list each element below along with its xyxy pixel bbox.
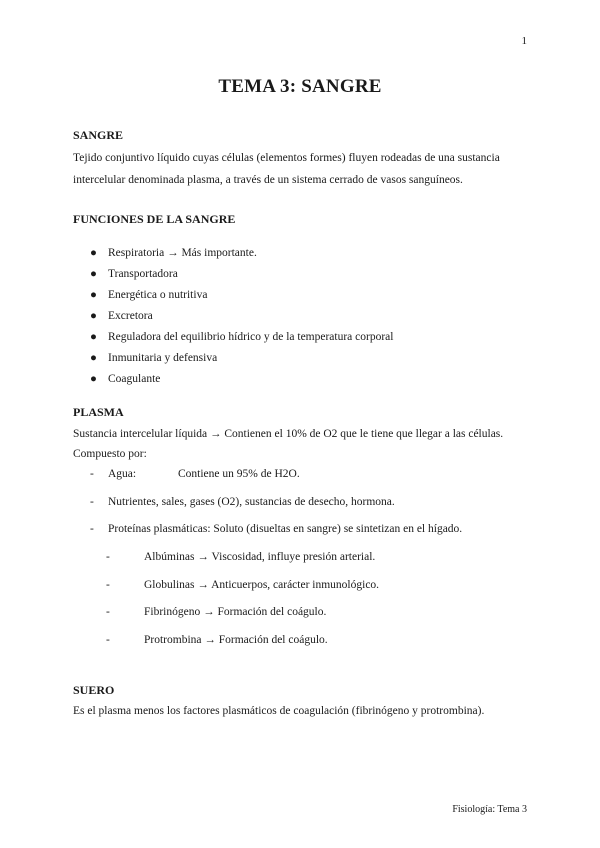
bullet-icon: ● — [90, 289, 97, 301]
list-item: ● Excretora — [90, 310, 153, 322]
sangre-line-1: Tejido conjuntivo líquido cuyas células (elementos formes) fluyen rodeadas de una sustancia — [73, 152, 500, 164]
section-heading-plasma: PLASMA — [73, 405, 124, 419]
plasma-nutrientes: - Nutrientes, sales, gases (O2), sustancias de desecho, hormona. — [90, 496, 395, 508]
dash-marker: - — [106, 579, 110, 591]
section-heading-sangre: SANGRE — [73, 128, 124, 142]
list-item: ● Reguladora del equilibrio hídrico y de la temperatura corporal — [90, 331, 394, 343]
list-item: - Albúminas → Viscosidad, influye presión arterial. — [106, 551, 376, 563]
plasma-line-1: Sustancia intercelular líquida → Contienen el 10% de O2 que le tiene que llegar a las células. — [73, 428, 504, 440]
list-item: ● Energética o nutritiva — [90, 289, 208, 301]
bullet-icon: ● — [90, 268, 97, 280]
list-item: - Fibrinógeno → Formación del coágulo. — [106, 606, 327, 618]
bullet-icon: ● — [90, 247, 97, 259]
plasma-proteinas: - Proteínas plasmáticas: Soluto (disueltas en sangre) se sintetizan en el hígado. — [90, 523, 463, 535]
dash-marker: - — [90, 496, 94, 508]
suero-text: Es el plasma menos los factores plasmáticos de coagulación (fibrinógeno y protrombina). — [73, 705, 485, 717]
dash-marker: - — [106, 606, 110, 618]
list-item: - Globulinas → Anticuerpos, carácter inmunológico. — [106, 579, 380, 591]
plasma-line-2: Compuesto por: — [73, 448, 147, 460]
page-footer: Fisiología: Tema 3 — [452, 804, 527, 815]
list-item: ● Coagulante — [90, 373, 161, 385]
dash-marker: - — [106, 634, 110, 646]
dash-marker: - — [106, 551, 110, 563]
dash-marker: - — [90, 468, 94, 480]
bullet-icon: ● — [90, 331, 97, 343]
list-item: ● Transportadora — [90, 268, 178, 280]
dash-marker: - — [90, 523, 94, 535]
sangre-line-2: intercelular denominada plasma, a través de un sistema cerrado de vasos sanguíneos. — [73, 174, 463, 186]
bullet-icon: ● — [90, 373, 97, 385]
list-item: - Protrombina → Formación del coágulo. — [106, 634, 328, 646]
bullet-icon: ● — [90, 352, 97, 364]
page-title: TEMA 3: SANGRE — [218, 76, 382, 97]
section-heading-suero: SUERO — [73, 683, 115, 697]
list-item: ● Inmunitaria y defensiva — [90, 352, 218, 364]
page-number: 1 — [521, 35, 527, 47]
list-item: ● Respiratoria → Más importante. — [90, 247, 257, 259]
plasma-agua: - Agua: Contiene un 95% de H2O. — [90, 468, 300, 480]
section-heading-funciones: FUNCIONES DE LA SANGRE — [73, 212, 236, 226]
bullet-icon: ● — [90, 310, 97, 322]
